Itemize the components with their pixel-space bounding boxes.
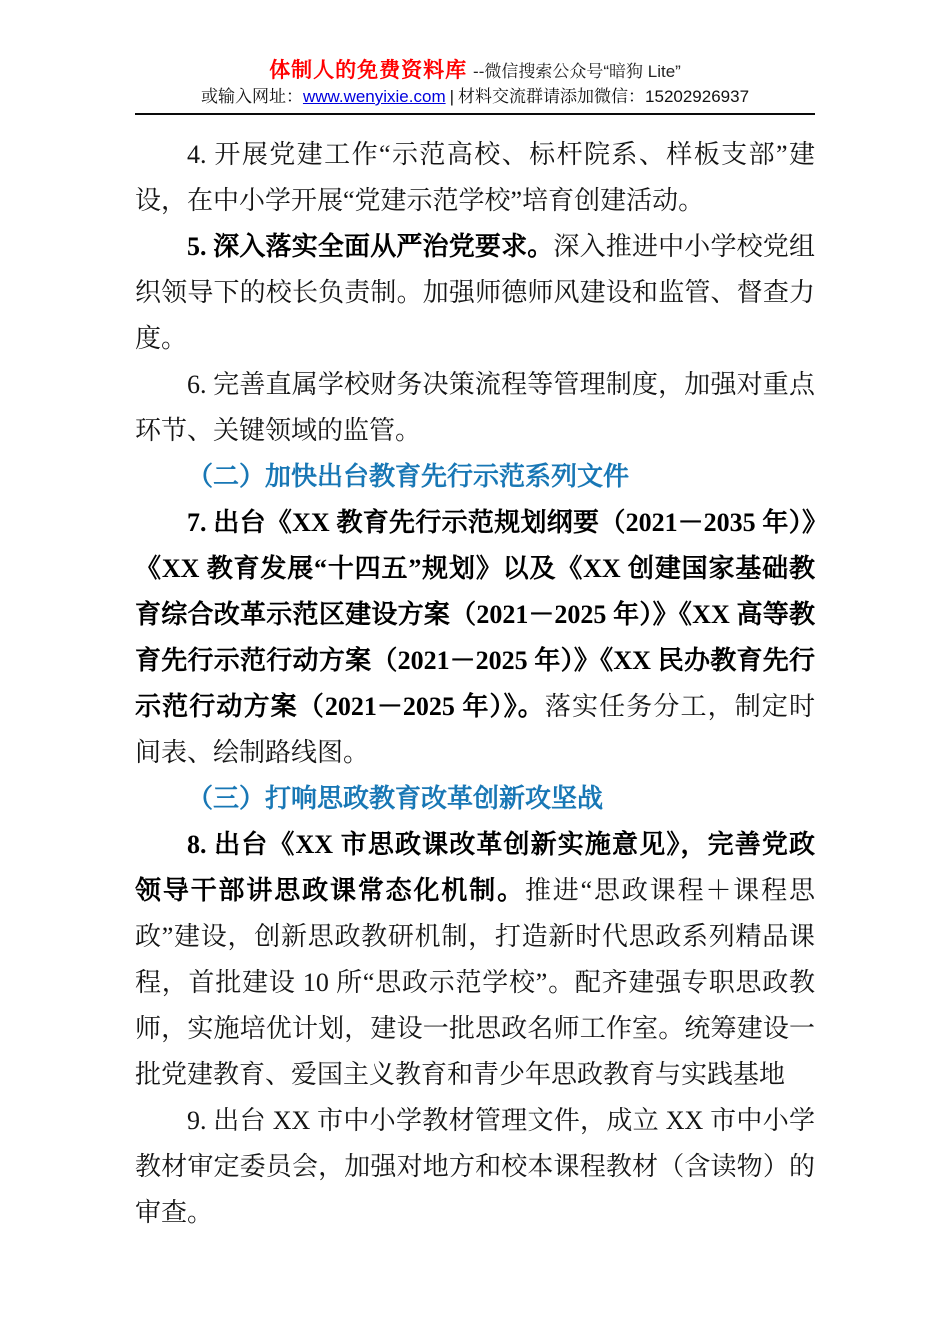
paragraph xyxy=(135,132,815,224)
brand-tagline: --微信搜索公众号“暗狗 Lite” xyxy=(473,62,681,81)
website-link[interactable]: www.wenyixie.com xyxy=(302,87,446,106)
section-heading: （三）打响思政教育改革创新攻坚战 xyxy=(187,784,604,813)
paragraph-text: 6. 完善直属学校财务决策流程等管理制度，加强对重点环节、关键领域的监管。 xyxy=(135,370,815,445)
paragraph-text: 落实任务分工，制定时间表、绘制路线图。 xyxy=(135,692,815,767)
paragraph-bold-lead: 5. 深入落实全面从严治党要求。 xyxy=(187,232,554,261)
paragraph-bold-lead: 7. 出台《XX 教育先行示范规划纲要（2021－2035 年）》《XX 教育发展“十四五”规划》以及《XX 创建国家基础教育综合改革示范区建设方案（2021－2025 年）》《XX 高等教育先行示范行动方案（2021－2025 年）》《XX 民办教育先行示范行动方案（2021－2025 年）》。 xyxy=(135,508,815,721)
paragraph-text: 4. 开展党建工作“示范高校、标杆院系、样板支部”建设，在中小学开展“党建示范学校”培育创建活动。 xyxy=(135,140,815,215)
document-body xyxy=(135,132,815,1236)
header-title-row xyxy=(135,58,815,85)
paragraph-text: 推进“思政课程＋课程思政”建设，创新思政教研机制，打造新时代思政系列精品课程，首批建设 10 所“思政示范学校”。配齐建强专职思政教师，实施培优计划，建设一批思政名师工作室。统筹建设一批党建教育、爱国主义教育和青少年思政教育与实践基地 xyxy=(135,876,815,1089)
wechat-contact-label: 材料交流群请添加微信：15202926937 xyxy=(458,87,750,106)
paragraph-bold-lead: 8. 出台《XX 市思政课改革创新实施意见》，完善党政领导干部讲思政课常态化机制。 xyxy=(135,830,815,905)
paragraph xyxy=(135,362,815,454)
separator-bar: | xyxy=(449,87,455,106)
paragraph xyxy=(135,1098,815,1236)
header-contact-row xyxy=(135,85,815,108)
section-heading: （二）加快出台教育先行示范系列文件 xyxy=(187,462,630,491)
paragraph xyxy=(135,500,815,776)
paragraph xyxy=(135,822,815,1098)
paragraph-text: 深入推进中小学校党组织领导下的校长负责制。加强师德师风建设和监管、督查力度。 xyxy=(135,232,815,353)
url-prefix-label: 或输入网址： xyxy=(200,87,303,106)
paragraph-text: 9. 出台 XX 市中小学教材管理文件，成立 XX 市中小学教材审定委员会，加强对地方和校本课程教材（含读物）的审查。 xyxy=(135,1106,815,1227)
brand-title: 体制人的免费资料库 xyxy=(269,59,468,82)
page-header xyxy=(135,58,815,115)
paragraph xyxy=(135,224,815,362)
